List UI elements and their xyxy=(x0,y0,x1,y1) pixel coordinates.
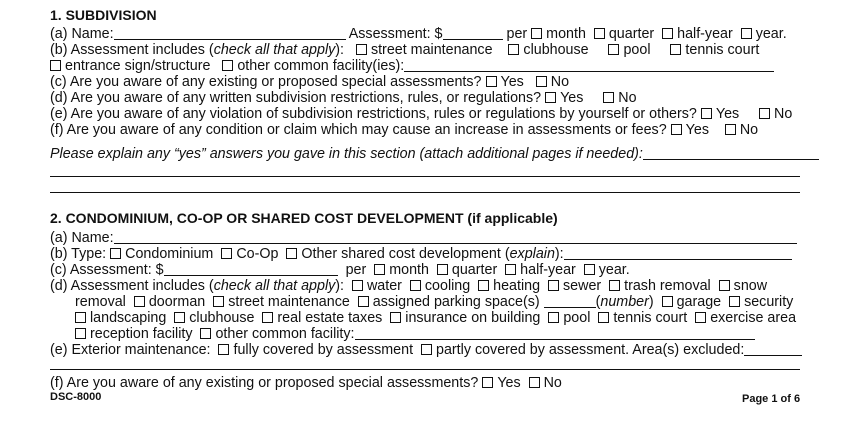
s2-row-d4 xyxy=(50,326,755,342)
s2-row-d2 xyxy=(50,294,793,310)
s2-f-no-checkbox[interactable] xyxy=(529,377,540,388)
s1-d-question: (d) Are you aware of any written subdivision restrictions, rules, or regulations? xyxy=(50,90,542,106)
s1-explain-field-2[interactable] xyxy=(50,176,800,177)
s2-parking-number-field[interactable] xyxy=(544,295,596,308)
s1-explain-field-1[interactable] xyxy=(643,147,819,160)
s2-heating-label: heating xyxy=(493,278,541,294)
s2-insurance-label: insurance on building xyxy=(405,310,541,326)
s1-e-no-label: No xyxy=(774,106,793,122)
s1-f-yes-checkbox[interactable] xyxy=(671,124,682,135)
s2-other-shared-label: Other shared cost development ( xyxy=(301,246,510,262)
s1-clubhouse-checkbox[interactable] xyxy=(508,44,519,55)
s1-c-question: (c) Are you aware of any existing or proposed special assessments? xyxy=(50,74,482,90)
s2-year-checkbox[interactable] xyxy=(584,264,595,275)
s1-c-no-checkbox[interactable] xyxy=(536,76,547,87)
form-number: DSC-8000 xyxy=(50,391,102,403)
s1-d-no-checkbox[interactable] xyxy=(603,92,614,103)
s2-per-label: per xyxy=(345,262,367,278)
s1-row-b xyxy=(50,42,759,58)
s1-quarter-checkbox[interactable] xyxy=(594,28,605,39)
s1-other-label: other common facility(ies): xyxy=(237,58,405,74)
s1-other-checkbox[interactable] xyxy=(222,60,233,71)
s2-explain-italic: explain xyxy=(509,246,555,262)
s2-condo-label: Condominium xyxy=(125,246,214,262)
s1-e-yes-label: Yes xyxy=(715,106,740,122)
s2-halfyear-label: half-year xyxy=(520,262,576,278)
s1-d-no-label: No xyxy=(618,90,637,106)
s2-doorman-label: doorman xyxy=(148,294,206,310)
s2-row-d3 xyxy=(50,310,796,326)
s1-other-field[interactable] xyxy=(404,59,774,72)
s2-trash-label: trash removal xyxy=(624,278,711,294)
s1-explain-field-3[interactable] xyxy=(50,192,800,193)
s2-f-no-label: No xyxy=(543,375,562,391)
s1-tennis-checkbox[interactable] xyxy=(670,44,681,55)
s2-f-question: (f) Are you aware of any existing or proposed special assessments? xyxy=(50,375,479,391)
s2-water-checkbox[interactable] xyxy=(352,280,363,291)
s2-row-f xyxy=(50,375,562,391)
s1-assessment-label: Assessment: $ xyxy=(348,26,443,42)
s1-c-no-label: No xyxy=(550,74,570,90)
s2-cooling-checkbox[interactable] xyxy=(410,280,421,291)
s1-f-question: (f) Are you aware of any condition or claim which may cause an increase in assessments or fees? xyxy=(50,122,667,138)
s2-coop-label: Co-Op xyxy=(236,246,279,262)
s1-year-checkbox[interactable] xyxy=(741,28,752,39)
s2-garage-label: garage xyxy=(676,294,722,310)
s1-b-label: (b) Assessment includes ( xyxy=(50,42,214,58)
s2-sewer-checkbox[interactable] xyxy=(548,280,559,291)
s2-insurance-checkbox[interactable] xyxy=(390,312,401,323)
s2-d-close: ): xyxy=(335,278,345,294)
s1-row-a xyxy=(50,26,787,42)
s2-other-common-label: other common facility: xyxy=(215,326,355,342)
s1-month-checkbox[interactable] xyxy=(531,28,542,39)
s1-street-checkbox[interactable] xyxy=(356,44,367,55)
s1-clubhouse-label: clubhouse xyxy=(523,42,589,58)
s1-f-no-checkbox[interactable] xyxy=(725,124,736,135)
s1-b-italic: check all that apply xyxy=(213,42,336,58)
s1-tennis-label: tennis court xyxy=(685,42,760,58)
s2-f-yes-checkbox[interactable] xyxy=(482,377,493,388)
s1-assessment-field[interactable] xyxy=(443,27,503,40)
s2-sewer-label: sewer xyxy=(563,278,602,294)
s1-a-name-label: (a) Name: xyxy=(50,26,114,42)
s2-month-checkbox[interactable] xyxy=(374,264,385,275)
s2-removal-label: removal xyxy=(75,294,126,310)
s1-b-close: ): xyxy=(335,42,345,58)
s1-row-e xyxy=(50,106,792,122)
s2-snow-label: snow xyxy=(733,278,768,294)
s1-e-question: (e) Are you aware of any violation of subdivision restrictions, rules or regulations by yourself or others? xyxy=(50,106,697,122)
s1-name-field[interactable] xyxy=(114,27,346,40)
s2-other-shared-checkbox[interactable] xyxy=(286,248,297,259)
s2-excluded-field[interactable] xyxy=(744,343,802,356)
s2-month-label: month xyxy=(389,262,429,278)
s1-d-yes-label: Yes xyxy=(560,90,584,106)
s2-number-italic: number xyxy=(600,294,649,310)
s2-explain-close: ): xyxy=(554,246,564,262)
s2-clubhouse-checkbox[interactable] xyxy=(174,312,185,323)
s2-realestate-checkbox[interactable] xyxy=(262,312,273,323)
page-number: Page 1 of 6 xyxy=(742,393,801,405)
s1-year-label: year. xyxy=(755,26,787,42)
s2-row-b xyxy=(50,246,792,262)
s2-b-label: (b) Type: xyxy=(50,246,107,262)
s2-a-label: (a) Name: xyxy=(50,230,114,246)
s2-reception-label: reception facility xyxy=(90,326,193,342)
s2-other-common-checkbox[interactable] xyxy=(200,328,211,339)
s1-halfyear-label: half-year xyxy=(677,26,733,42)
s1-entrance-checkbox[interactable] xyxy=(50,60,61,71)
section-1-title: 1. SUBDIVISION xyxy=(50,7,157,23)
s2-fully-label: fully covered by assessment xyxy=(233,342,414,358)
s1-street-label: street maintenance xyxy=(370,42,493,58)
s2-row-e xyxy=(50,342,802,358)
s2-security-label: security xyxy=(744,294,794,310)
s2-other-shared-field[interactable] xyxy=(564,247,792,260)
s2-heating-checkbox[interactable] xyxy=(478,280,489,291)
s1-c-yes-checkbox[interactable] xyxy=(486,76,497,87)
s2-halfyear-checkbox[interactable] xyxy=(505,264,516,275)
s1-e-no-checkbox[interactable] xyxy=(759,108,770,119)
s1-row-d xyxy=(50,90,637,106)
s2-fully-checkbox[interactable] xyxy=(218,344,229,355)
s2-row-a xyxy=(50,230,797,246)
s1-explain-row xyxy=(50,146,819,162)
s2-partly-label: partly covered by assessment. Area(s) excluded: xyxy=(436,342,745,358)
s2-row-d xyxy=(50,278,767,294)
s2-clubhouse-label: clubhouse xyxy=(189,310,255,326)
s2-condo-checkbox[interactable] xyxy=(110,248,121,259)
s2-quarter-checkbox[interactable] xyxy=(437,264,448,275)
s2-doorman-checkbox[interactable] xyxy=(134,296,145,307)
s2-cooling-label: cooling xyxy=(424,278,471,294)
s2-c-label: (c) Assessment: $ xyxy=(50,262,164,278)
section-2-title: 2. CONDOMINIUM, CO-OP OR SHARED COST DEVELOPMENT (if applicable) xyxy=(50,210,558,226)
s2-partly-checkbox[interactable] xyxy=(421,344,432,355)
s2-parking-checkbox[interactable] xyxy=(358,296,369,307)
s1-halfyear-checkbox[interactable] xyxy=(662,28,673,39)
s2-row-c xyxy=(50,262,630,278)
s2-quarter-label: quarter xyxy=(451,262,498,278)
s2-tennis-checkbox[interactable] xyxy=(598,312,609,323)
s1-f-no-label: No xyxy=(739,122,759,138)
s1-explain-label: Please explain any “yes” answers you gave in this section (attach additional pages if needed): xyxy=(50,146,643,162)
s1-c-yes-label: Yes xyxy=(500,74,524,90)
s2-snow-checkbox[interactable] xyxy=(719,280,730,291)
s2-pool-label: pool xyxy=(563,310,591,326)
s2-realestate-label: real estate taxes xyxy=(277,310,383,326)
s2-security-checkbox[interactable] xyxy=(729,296,740,307)
s2-garage-checkbox[interactable] xyxy=(662,296,673,307)
s2-street-label: street maintenance xyxy=(228,294,350,310)
s2-e-label: (e) Exterior maintenance: xyxy=(50,342,211,358)
s2-f-yes-label: Yes xyxy=(497,375,521,391)
s2-reception-checkbox[interactable] xyxy=(75,328,86,339)
s2-excluded-field-2[interactable] xyxy=(50,369,800,370)
s1-row-f xyxy=(50,122,758,138)
s1-pool-checkbox[interactable] xyxy=(608,44,619,55)
s1-entrance-label: entrance sign/structure xyxy=(65,58,211,74)
s2-d-label: (d) Assessment includes ( xyxy=(50,278,214,294)
s1-per-label: per xyxy=(506,26,528,42)
s1-row-b2 xyxy=(50,58,774,74)
s2-d-italic: check all that apply xyxy=(213,278,336,294)
s2-tennis-label: tennis court xyxy=(613,310,688,326)
s2-exercise-checkbox[interactable] xyxy=(695,312,706,323)
s1-quarter-label: quarter xyxy=(608,26,655,42)
s2-number-close: ) xyxy=(648,294,654,310)
s2-landscaping-checkbox[interactable] xyxy=(75,312,86,323)
s1-month-label: month xyxy=(546,26,586,42)
s1-pool-label: pool xyxy=(623,42,651,58)
s2-landscaping-label: landscaping xyxy=(90,310,167,326)
s2-number-open: ( xyxy=(595,294,601,310)
s2-coop-checkbox[interactable] xyxy=(221,248,232,259)
s1-d-yes-checkbox[interactable] xyxy=(545,92,556,103)
s2-assessment-field[interactable] xyxy=(164,263,338,276)
s1-row-c xyxy=(50,74,569,90)
s2-water-label: water xyxy=(366,278,402,294)
s2-street-checkbox[interactable] xyxy=(213,296,224,307)
s2-year-label: year. xyxy=(598,262,630,278)
s2-trash-checkbox[interactable] xyxy=(609,280,620,291)
s1-f-yes-label: Yes xyxy=(685,122,709,138)
s2-name-field[interactable] xyxy=(114,231,797,244)
s2-pool-checkbox[interactable] xyxy=(548,312,559,323)
s2-other-common-field[interactable] xyxy=(355,327,755,340)
s2-exercise-label: exercise area xyxy=(710,310,797,326)
s2-parking-label: assigned parking space(s) xyxy=(372,294,540,310)
s1-e-yes-checkbox[interactable] xyxy=(701,108,712,119)
